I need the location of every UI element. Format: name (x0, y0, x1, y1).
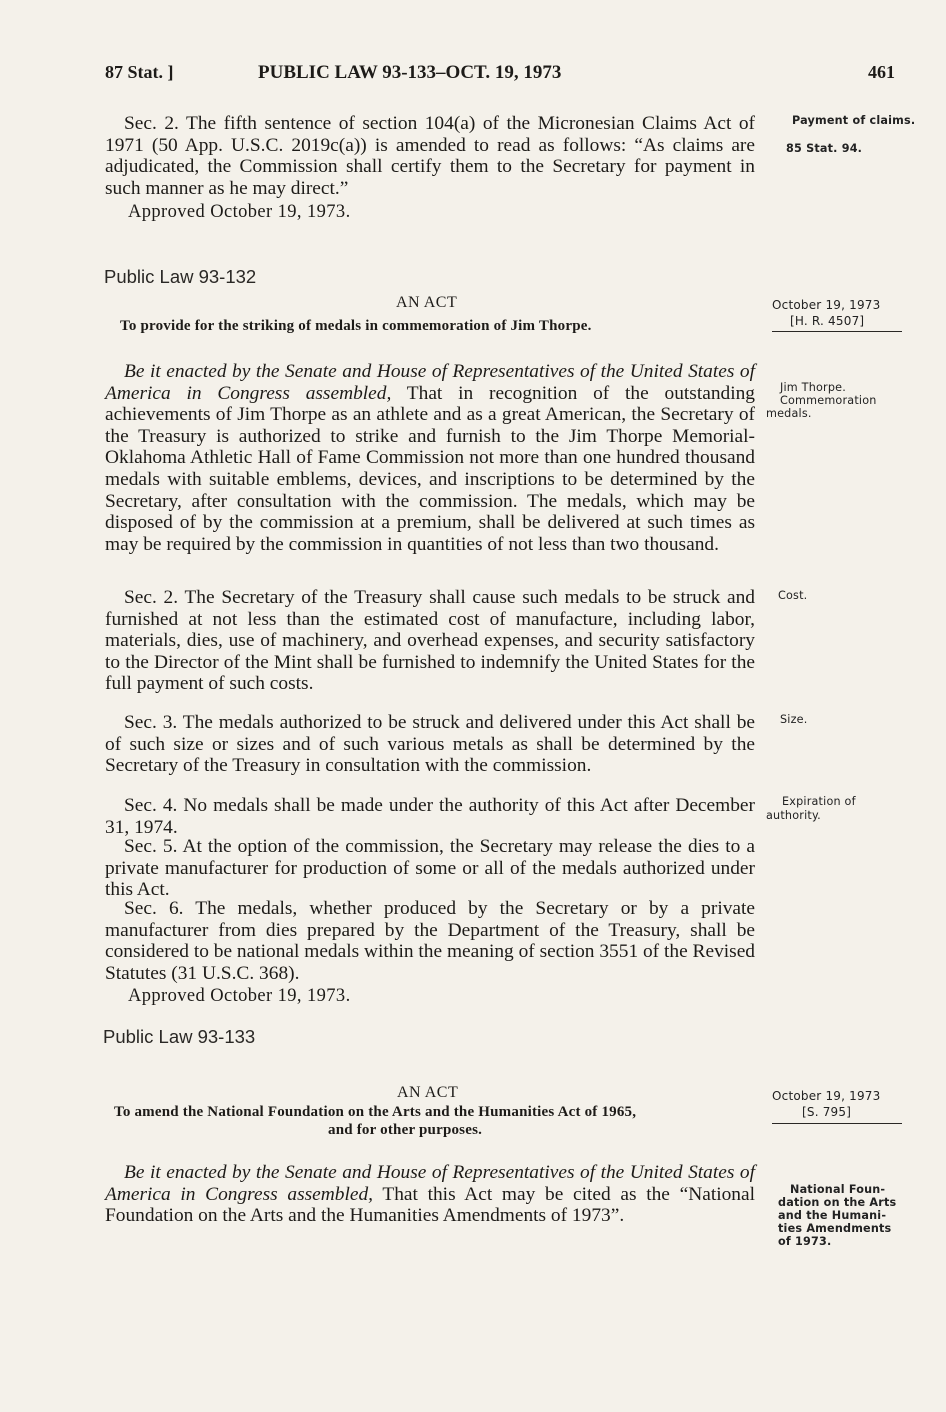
act-purpose-132: To provide for the striking of medals in commemoration of Jim Thorpe. (120, 318, 592, 334)
margin-nfa-5: of 1973. (778, 1235, 832, 1248)
margin-nfa-4: ties Amendments (778, 1222, 892, 1235)
approved-date-1: Approved October 19, 1973. (128, 202, 351, 222)
margin-nfa-2: dation on the Arts (778, 1196, 897, 1209)
enacting-text-132: That in recognition of the outstanding achievements of Jim Thorpe as an athlete and as a great American, the Secretary of the Treasury is authorized to strike and furnish to the Jim Thorpe Memorial-Oklahoma Athletic Hall of Fame Commission not more than one hundred thousand medals with suitable emblems, devices, and inscriptions to be determined by the Secretary, after consultation with the commission. The medals, which may be disposed of by the commission at a premium, shall be delivered at such times as may be required by the commission in quantities of not less than two thousand. (105, 382, 755, 555)
stat-reference: 87 Stat. ] (105, 62, 174, 82)
margin-expiration-2: authority. (766, 809, 821, 822)
enacting-formula-132: Be it enacted by the Senate and House of Representatives of the United States of America in Congress assembled, (105, 361, 755, 404)
an-act-label-133: AN ACT (397, 1084, 459, 1101)
bill-number-133: [S. 795] (802, 1105, 852, 1119)
act-date-132: October 19, 1973 (772, 298, 881, 312)
bill-number-132: [H. R. 4507] (790, 314, 865, 328)
section-2-micronesian: Sec. 2. The fifth sentence of section 104(a) of the Micronesian Claims Act of 1971 (50 App. U.S.C. 2019c(a)) is amended to read as follows: “As claims are adjudicated, the Commission shall certify them to the Secretary for payment in such manner as he may direct.” (105, 113, 755, 199)
margin-thorpe-1: Jim Thorpe. (780, 381, 846, 394)
section-6-132: Sec. 6. The medals, whether produced by the Secretary or by a private manufacturer from dies prepared by the Department of the Treasury, shall be considered to be national medals within the meaning of section 3551 of the Revised Statutes (31 U.S.C. 368). (105, 898, 755, 984)
enacting-clause-132 (105, 361, 755, 555)
section-2-132: Sec. 2. The Secretary of the Treasury shall cause such medals to be struck and furnished at not less than the estimated cost of manufacture, including labor, materials, dies, use of machinery, and overhead expenses, and security satisfactory to the Director of the Mint shall be furnished to indemnify the United States for the full payment of such costs. (105, 587, 755, 695)
margin-expiration-1: Expiration of (782, 795, 856, 808)
an-act-label-132: AN ACT (396, 294, 458, 311)
enacting-clause-133 (105, 1162, 755, 1227)
act-purpose-133-line2: and for other purposes. (328, 1122, 483, 1138)
enacting-text-133: That this Act may be cited as the “National Foundation on the Arts and the Humanities Amendments of 1973”. (105, 1183, 755, 1227)
approved-date-2: Approved October 19, 1973. (128, 986, 351, 1006)
section-5-132: Sec. 5. At the option of the commission, the Secretary may release the dies to a private manufacturer for production of some or all of the medals authorized under this Act. (105, 836, 755, 901)
enacting-formula-133: Be it enacted by the Senate and House of Representatives of the United States of America in Congress assembled, (105, 1162, 755, 1205)
section-4-132: Sec. 4. No medals shall be made under the authority of this Act after December 31, 1974. (105, 795, 755, 838)
margin-thorpe-3: medals. (766, 407, 812, 420)
bill-underline-133 (772, 1123, 902, 1124)
section-3-132: Sec. 3. The medals authorized to be struck and delivered under this Act shall be of such size or sizes and of such various metals as shall be determined by the Secretary of the Treasury in consultation with the commission. (105, 712, 755, 777)
public-law-93-132-heading: Public Law 93-132 (104, 266, 257, 287)
margin-size: Size. (780, 713, 808, 726)
margin-note-stat (778, 130, 888, 143)
page-number: 461 (868, 62, 895, 82)
margin-cost: Cost. (778, 589, 808, 602)
act-purpose-133-line1: To amend the National Foundation on the Arts and the Humanities Act of 1965, (114, 1104, 637, 1120)
margin-nfa-3: and the Humani- (778, 1209, 887, 1222)
bill-underline-132 (772, 331, 902, 332)
page-title: PUBLIC LAW 93-133–OCT. 19, 1973 (258, 62, 562, 83)
margin-note-payment: Payment of claims. (792, 114, 916, 127)
margin-thorpe-2: Commemoration (780, 394, 877, 407)
act-date-133: October 19, 1973 (772, 1089, 881, 1103)
margin-note-85stat: 85 Stat. 94. (786, 142, 863, 155)
public-law-93-133-heading: Public Law 93-133 (103, 1026, 256, 1047)
margin-nfa-1: National Foun- (790, 1183, 886, 1196)
